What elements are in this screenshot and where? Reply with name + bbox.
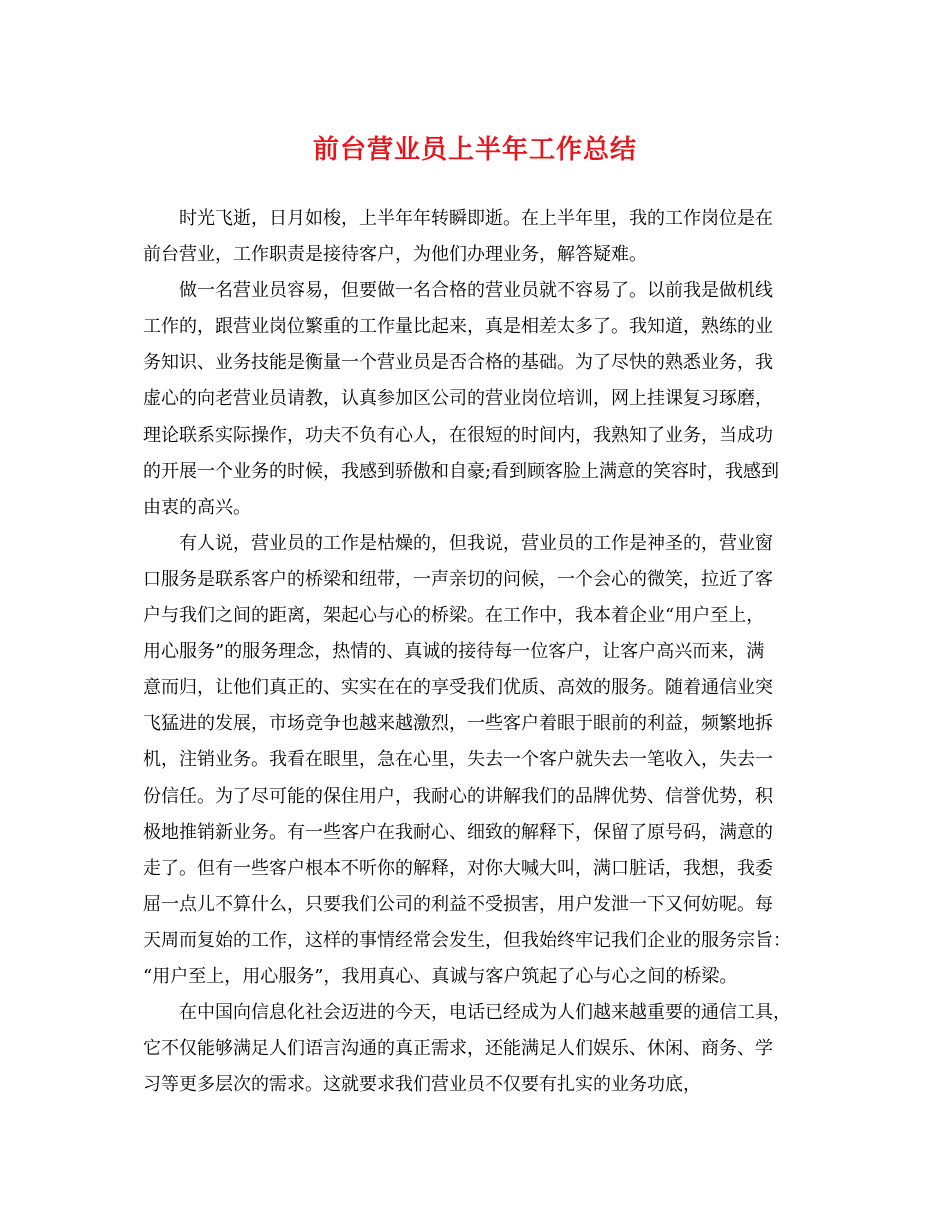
paragraph-line: “用户至上，用心服务”，我用真心、真诚与客户筑起了心与心之间的桥梁。: [143, 965, 738, 987]
paragraph-line: 屈一点儿不算什么，只要我们公司的利益不受损害，用户发泄一下又何妨呢。每: [143, 893, 773, 915]
paragraph-line: 工作的，跟营业岗位繁重的工作量比起来，真是相差太多了。我知道，熟练的业: [143, 316, 773, 338]
paragraph-line: 理论联系实际操作，功夫不负有心人，在很短的时间内，我熟知了业务，当成功: [143, 424, 773, 446]
paragraph-line: 习等更多层次的需求。这就要求我们营业员不仅要有扎实的业务功底，: [143, 1074, 701, 1096]
paragraph-line: 机，注销业务。我看在眼里，急在心里，失去一个客户就失去一笔收入，失去一: [143, 749, 773, 771]
document-body: [143, 201, 807, 1103]
paragraph-line: 飞猛进的发展，市场竞争也越来越激烈，一些客户着眼于眼前的利益，频繁地拆: [143, 713, 773, 735]
paragraph-line: 的开展一个业务的时候，我感到骄傲和自豪;看到顾客脸上满意的笑容时，我感到: [143, 460, 780, 482]
paragraph-2: [143, 273, 807, 526]
paragraph-4: [143, 995, 807, 1103]
paragraph-line: 口服务是联系客户的桥梁和纽带，一声亲切的问候，一个会心的微笑，拉近了客: [143, 568, 773, 590]
paragraph-line: 虚心的向老营业员请教，认真参加区公司的营业岗位培训，网上挂课复习琢磨，: [143, 388, 773, 410]
paragraph-line: 务知识、业务技能是衡量一个营业员是否合格的基础。为了尽快的熟悉业务，我: [143, 352, 773, 374]
paragraph-line: 份信任。为了尽可能的保住用户，我耐心的讲解我们的品牌优势、信誉优势，积: [143, 785, 773, 807]
paragraph-1: [143, 201, 807, 273]
paragraph-line: 时光飞逝，日月如梭，上半年年转瞬即逝。在上半年里，我的工作岗位是在: [179, 208, 773, 229]
paragraph-line: 天周而复始的工作，这样的事情经常会发生，但我始终牢记我们企业的服务宗旨：: [143, 929, 791, 951]
paragraph-line: 用心服务”的服务理念，热情的、真诚的接待每一位客户，让客户高兴而来，满: [143, 641, 765, 663]
paragraph-line: 户与我们之间的距离，架起心与心的桥梁。在工作中，我本着企业“用户至上，: [143, 605, 765, 627]
paragraph-line: 意而归，让他们真正的、实实在在的享受我们优质、高效的服务。随着通信业突: [143, 677, 773, 699]
paragraph-line: 前台营业，工作职责是接待客户，为他们办理业务，解答疑难。: [143, 244, 647, 266]
paragraph-line: 由衷的高兴。: [143, 496, 251, 518]
paragraph-line: 走了。但有一些客户根本不听你的解释，对你大喊大叫，满口脏话，我想，我委: [143, 857, 773, 879]
paragraph-3: [143, 526, 807, 995]
document-title: 前台营业员上半年工作总结: [312, 135, 637, 165]
paragraph-line: 它不仅能够满足人们语言沟通的真正需求，还能满足人们娱乐、休闲、商务、学: [143, 1038, 773, 1060]
paragraph-line: 在中国向信息化社会迈进的今天，电话已经成为人们越来越重要的通信工具，: [179, 1002, 791, 1024]
paragraph-line: 极地推销新业务。有一些客户在我耐心、细致的解释下，保留了原号码，满意的: [143, 821, 773, 843]
paragraph-line: 做一名营业员容易，但要做一名合格的营业员就不容易了。以前我是做机线: [179, 280, 773, 302]
paragraph-line: 有人说，营业员的工作是枯燥的，但我说，营业员的工作是神圣的，营业窗: [179, 532, 773, 554]
